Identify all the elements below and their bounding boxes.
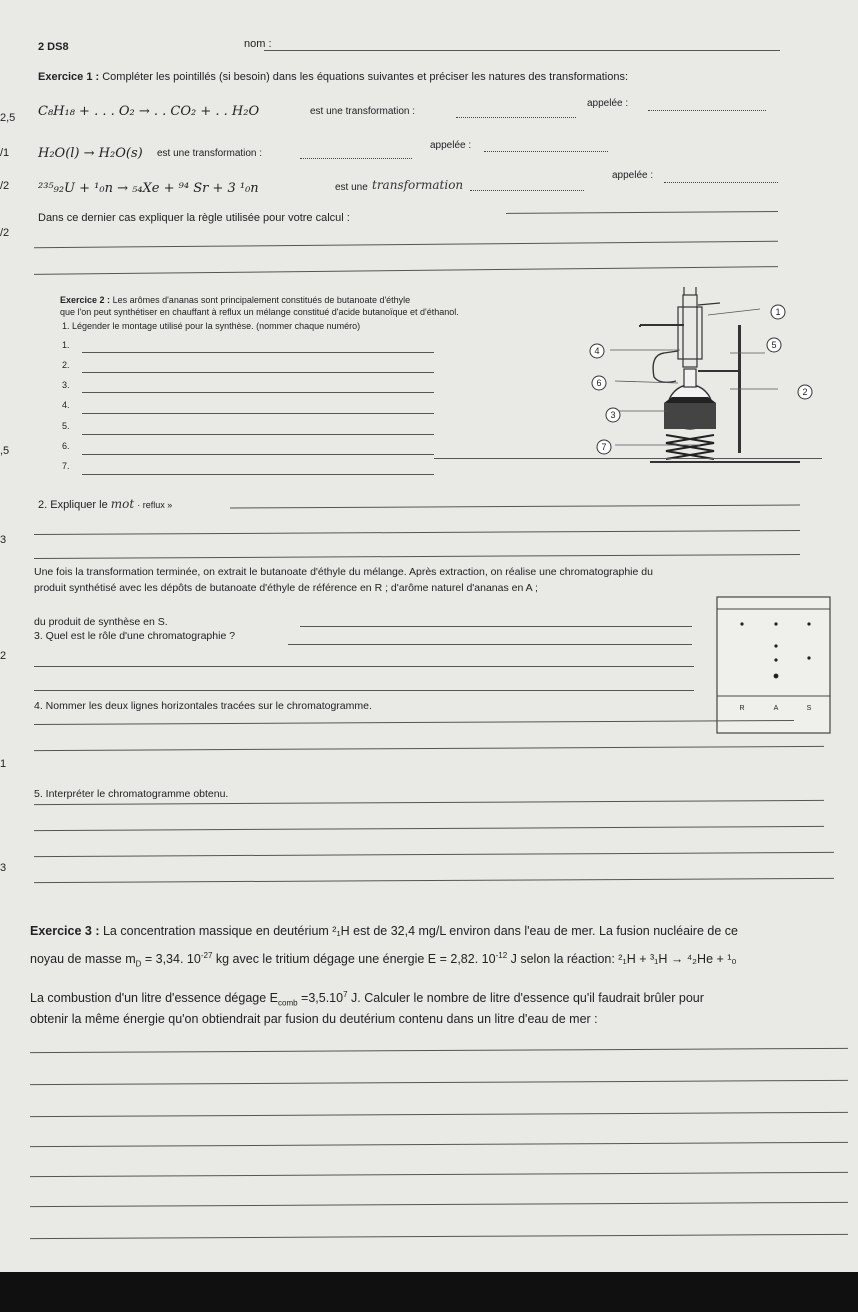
answer-line[interactable] (30, 1202, 848, 1207)
ex3-title: Exercice 3 : (30, 924, 100, 938)
ex2-q3: 3. Quel est le rôle d'une chromatographie ? (34, 630, 236, 642)
ex2-para-3: du produit de synthèse en S. (34, 616, 168, 628)
equation-combustion: C₈H₁₈ + . . . O₂ → . . CO₂ + . . H₂O (38, 104, 260, 119)
answer-line[interactable] (34, 266, 778, 275)
answer-line[interactable] (34, 852, 834, 857)
ex3-text-2d: J selon la réaction: ²₁H + ³₁H → ⁴₂He + ¹₀ (507, 952, 737, 967)
ex1-heading (38, 71, 628, 83)
ex2-q2-text: 2. Expliquer le (38, 499, 108, 511)
answer-line[interactable] (230, 505, 800, 509)
reflux-setup-diagram (580, 285, 830, 470)
ex3-line3 (30, 990, 704, 1008)
margin-mark: 3 (0, 862, 7, 874)
ex2-q5: 5. Interpréter le chromatogramme obtenu. (34, 788, 229, 800)
margin-mark: /2 (0, 180, 10, 192)
eq2-text: est une transformation : (157, 148, 263, 159)
ex1-explain: Dans ce dernier cas expliquer la règle utilisée pour votre calcul : (38, 212, 350, 224)
setup-number: 3 (610, 410, 616, 420)
legend-number: 2. (62, 360, 70, 370)
answer-line[interactable] (300, 158, 412, 159)
answer-line[interactable] (34, 878, 834, 883)
answer-line[interactable] (434, 458, 822, 459)
ex3-sub-d: D (135, 959, 142, 969)
bench (650, 461, 800, 463)
answer-line[interactable] (664, 182, 778, 183)
legend-number: 6. (62, 441, 70, 451)
setup-number: 4 (594, 346, 600, 356)
chromatogram-label: A (773, 705, 779, 712)
ex2-q1: 1. Légender le montage utilisé pour la synthèse. (nommer chaque numéro) (62, 321, 361, 331)
spot-s (807, 622, 810, 625)
margin-mark: /1 (0, 147, 10, 159)
ex2-q2-reflux: · reflux » (137, 500, 173, 510)
ex3-exp-2: -12 (495, 951, 508, 960)
legend-line[interactable] (82, 352, 434, 353)
answer-line[interactable] (34, 720, 794, 725)
ex3-text-1: La concentration massique en deutérium ²₁H est de 32,4 mg/L environ dans l'eau de mer. La fusion nucléaire de ce (102, 924, 738, 938)
equation-solidification: H₂O(l) → H₂O(s) (38, 146, 143, 161)
answer-line[interactable] (300, 626, 692, 627)
ex2-q2-handwritten: mot (110, 497, 135, 511)
ex1-title: Exercice 1 : (38, 71, 100, 83)
legend-number: 1. (62, 340, 70, 350)
lab-jack (666, 435, 714, 459)
margin-mark: 3 (0, 534, 7, 546)
chromatogram-plate (717, 597, 830, 733)
eq1-called: appelée : (587, 98, 629, 109)
ex2-para-1: Une fois la transformation terminée, on extrait le butanoate d'éthyle du mélange. Après extraction, on réalise une chromatographie du (34, 566, 653, 578)
ex1-instruction: Compléter les pointillés (si besoin) dans les équations suivantes et préciser les natures des transformations: (102, 71, 629, 83)
answer-line[interactable] (648, 110, 766, 111)
spot-s (807, 656, 810, 659)
ex3-sub-comb: comb (278, 998, 298, 1008)
ex3-exp-3: 7 (343, 990, 348, 999)
answer-line[interactable] (34, 241, 778, 248)
chromatogram-label: S (806, 705, 812, 712)
ex3-line4: obtenir la même énergie qu'on obtiendrait par fusion du deutérium contenu dans un litre d'eau de mer : (30, 1012, 598, 1026)
reflux-condenser (664, 287, 720, 367)
chromatogram-label: R (739, 705, 745, 712)
answer-line[interactable] (456, 117, 576, 118)
eq2-called: appelée : (430, 140, 472, 151)
setup-number-circles (590, 305, 812, 454)
answer-line[interactable] (288, 644, 692, 645)
answer-line[interactable] (34, 554, 800, 559)
setup-number: 6 (596, 378, 602, 388)
spot-a (774, 622, 777, 625)
ex3-exp-1: -27 (200, 951, 213, 960)
ex3-text-3c: J. Calculer le nombre de litre d'essence qu'il faudrait brûler pour (347, 991, 704, 1006)
answer-line[interactable] (30, 1080, 848, 1085)
flask-neck (684, 369, 696, 387)
spot-a (774, 644, 777, 647)
legend-line[interactable] (82, 392, 434, 393)
ex2-intro-2: que l'on peut synthétiser en chauffant à reflux un mélange constitué d'acide butanoïque et d'éthanol. (60, 307, 459, 317)
answer-line[interactable] (34, 690, 694, 691)
answer-line[interactable] (30, 1112, 848, 1117)
legend-number: 5. (62, 421, 70, 431)
margin-mark: 2 (0, 650, 7, 662)
ex2-q2 (38, 497, 172, 511)
legend-number: 7. (62, 461, 70, 471)
spot-a (774, 658, 777, 661)
name-label: nom : (244, 38, 272, 50)
ex3-text-2a: noyau de masse m (30, 952, 136, 967)
equation-fission: ²³⁵₉₂U + ¹₀n → ₅₄Xe + ⁹⁴ Sr + 3 ¹₀n (38, 181, 259, 196)
answer-line[interactable] (30, 1142, 848, 1147)
bottom-shadow (0, 1272, 858, 1312)
spot-r (740, 622, 743, 625)
class-label: 2 DS8 (38, 41, 69, 53)
legend-line[interactable] (82, 413, 434, 414)
name-line (264, 50, 780, 51)
ex2-title: Exercice 2 : (60, 295, 111, 305)
answer-line[interactable] (506, 211, 778, 214)
ex3-text-2b: = 3,34. 10 (141, 952, 201, 967)
ex2-intro-line1 (60, 295, 410, 305)
ex3-text-3a: La combustion d'un litre d'essence dégage E (30, 991, 278, 1006)
margin-mark: ,5 (0, 445, 10, 457)
margin-mark: /2 (0, 227, 10, 239)
ex2-intro-1: Les arômes d'ananas sont principalement constitués de butanoate d'éthyle (112, 295, 411, 305)
spot-a (774, 674, 779, 679)
eq3-called: appelée : (612, 170, 654, 181)
margin-mark: 2,5 (0, 112, 16, 124)
setup-number: 7 (601, 442, 607, 452)
answer-line[interactable] (30, 1048, 848, 1053)
ex2-para-2: produit synthétisé avec les dépôts de butanoate d'éthyle de référence en R ; d'arôme naturel d'ananas en A ; (34, 582, 538, 594)
answer-line[interactable] (484, 151, 608, 152)
water-inlet-hose (653, 353, 676, 382)
answer-line[interactable] (30, 1172, 848, 1177)
setup-number: 5 (771, 340, 777, 350)
legend-number: 3. (62, 380, 70, 390)
ex3-line1 (30, 924, 738, 938)
eq3-handwritten: transformation (372, 178, 464, 192)
answer-line[interactable] (34, 746, 824, 751)
margin-mark: 1 (0, 758, 7, 770)
legend-line[interactable] (82, 454, 434, 455)
ex3-text-2c: kg avec le tritium dégage une énergie E = 2,82. 10 (212, 952, 496, 967)
heating-mantle (664, 403, 716, 429)
ex3-text-3b: =3,5.10 (297, 991, 344, 1006)
answer-line[interactable] (30, 1234, 848, 1239)
answer-line[interactable] (34, 666, 694, 667)
answer-line[interactable] (34, 826, 824, 831)
ex2-q4: 4. Nommer les deux lignes horizontales tracées sur le chromatogramme. (34, 700, 372, 712)
legend-line[interactable] (82, 434, 434, 435)
setup-number: 2 (802, 387, 808, 397)
eq1-text: est une transformation : (310, 106, 416, 117)
chromatogram (716, 596, 832, 736)
legend-line[interactable] (82, 372, 434, 373)
legend-number: 4. (62, 400, 70, 410)
answer-line[interactable] (34, 530, 800, 535)
answer-line[interactable] (34, 800, 824, 805)
ex3-line2 (30, 951, 737, 969)
heating-mantle-top (664, 397, 716, 403)
answer-line[interactable] (470, 190, 584, 191)
setup-number: 1 (775, 307, 781, 317)
eq3-text: est une (335, 182, 368, 193)
legend-line[interactable] (82, 474, 434, 475)
